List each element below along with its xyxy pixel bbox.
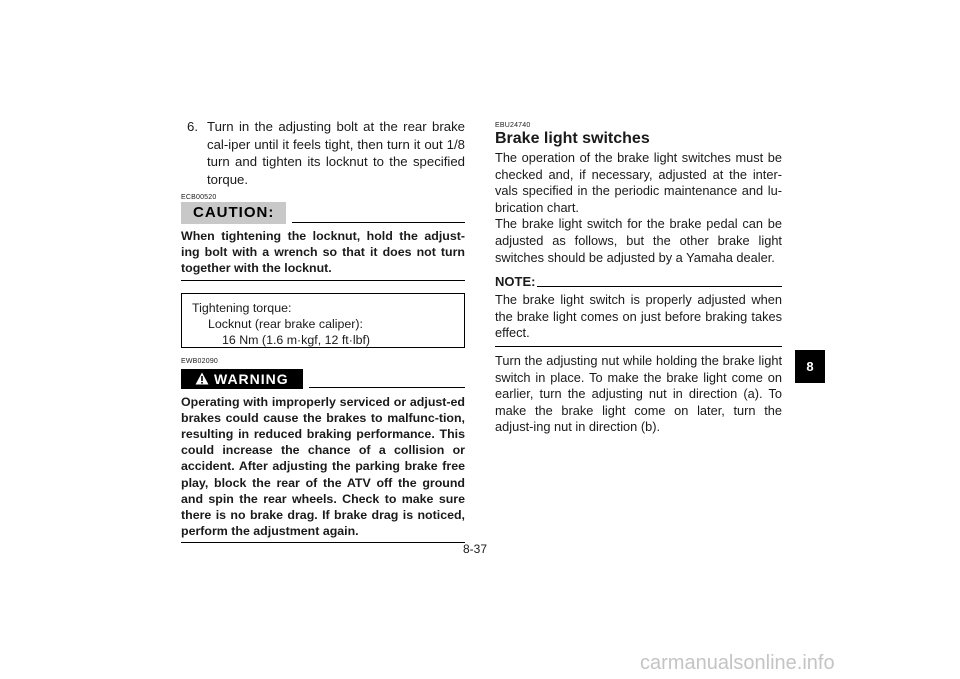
torque-spec-box — [181, 293, 465, 348]
torque-value: 16 Nm (1.6 m·kgf, 12 ft·lbf) — [222, 332, 371, 347]
note-header — [495, 274, 782, 289]
warning-text: Operating with improperly serviced or adjust-ed brakes could cause the brakes to malfunc-tion, resulting in reduced braking performance. This could increase the chance of a collision or accident. After adjusting the parking brake free play, block the rear of the ATV off the ground and spin the rear wheels. Check to make sure there is no brake drag. If brake drag is noticed, perform the adjustment again. — [181, 394, 465, 539]
caution-header — [181, 202, 465, 224]
chapter-tab: 8 — [795, 350, 825, 383]
torque-item: Locknut (rear brake caliper): — [208, 316, 363, 331]
warning-badge — [181, 369, 303, 389]
caution-divider — [292, 222, 465, 223]
paragraph-1: The operation of the brake light switches must be checked and, if necessary, adjusted at the inter-vals specified in the periodic maintenance and lu-brication chart. — [495, 150, 782, 215]
step-text: Turn in the adjusting bolt at the rear brake cal-iper until it feels tight, then turn it out 1/8 turn and tighten its locknut to the specified torque. — [207, 119, 465, 187]
step-number: 6. — [187, 119, 198, 134]
left-column — [181, 118, 465, 543]
section-heading: Brake light switches — [495, 130, 650, 147]
warning-triangle-icon — [195, 372, 209, 385]
torque-label: Tightening torque: — [192, 300, 292, 315]
warning-header — [181, 369, 465, 389]
caution-text: When tightening the locknut, hold the adjust-ing bolt with a wrench so that it does not turn together with the locknut. — [181, 229, 465, 276]
warning-code: EWB02090 — [181, 357, 219, 365]
caution-badge: CAUTION: — [181, 202, 286, 224]
paragraph-3: Turn the adjusting nut while holding the brake light switch in place. To make the brake light come on earlier, turn the adjusting nut in direction (a). To make the brake light come on later, turn the adjust-ing nut in direction (b). — [495, 352, 782, 435]
caution-code: ECB00520 — [181, 194, 217, 201]
right-column — [495, 118, 782, 436]
note-divider — [537, 286, 782, 287]
warning-end-rule — [181, 542, 465, 543]
note-end-rule — [495, 346, 782, 347]
note-text: The brake light switch is properly adjusted when the brake light comes on just before braking takes effect. — [495, 292, 782, 341]
warning-label: WARNING — [214, 370, 289, 387]
caution-end-rule — [181, 280, 465, 281]
step-6 — [187, 118, 465, 188]
note-label: NOTE: — [495, 274, 536, 290]
paragraph-2: The brake light switch for the brake pedal can be adjusted as follows, but the other brake light switches should be adjusted by a Yamaha dealer. — [495, 216, 782, 265]
watermark: carmanualsonline.info — [640, 652, 835, 674]
page-number: 8-37 — [463, 542, 488, 556]
warning-divider — [309, 387, 465, 388]
section-code: EBU24740 — [495, 122, 531, 129]
